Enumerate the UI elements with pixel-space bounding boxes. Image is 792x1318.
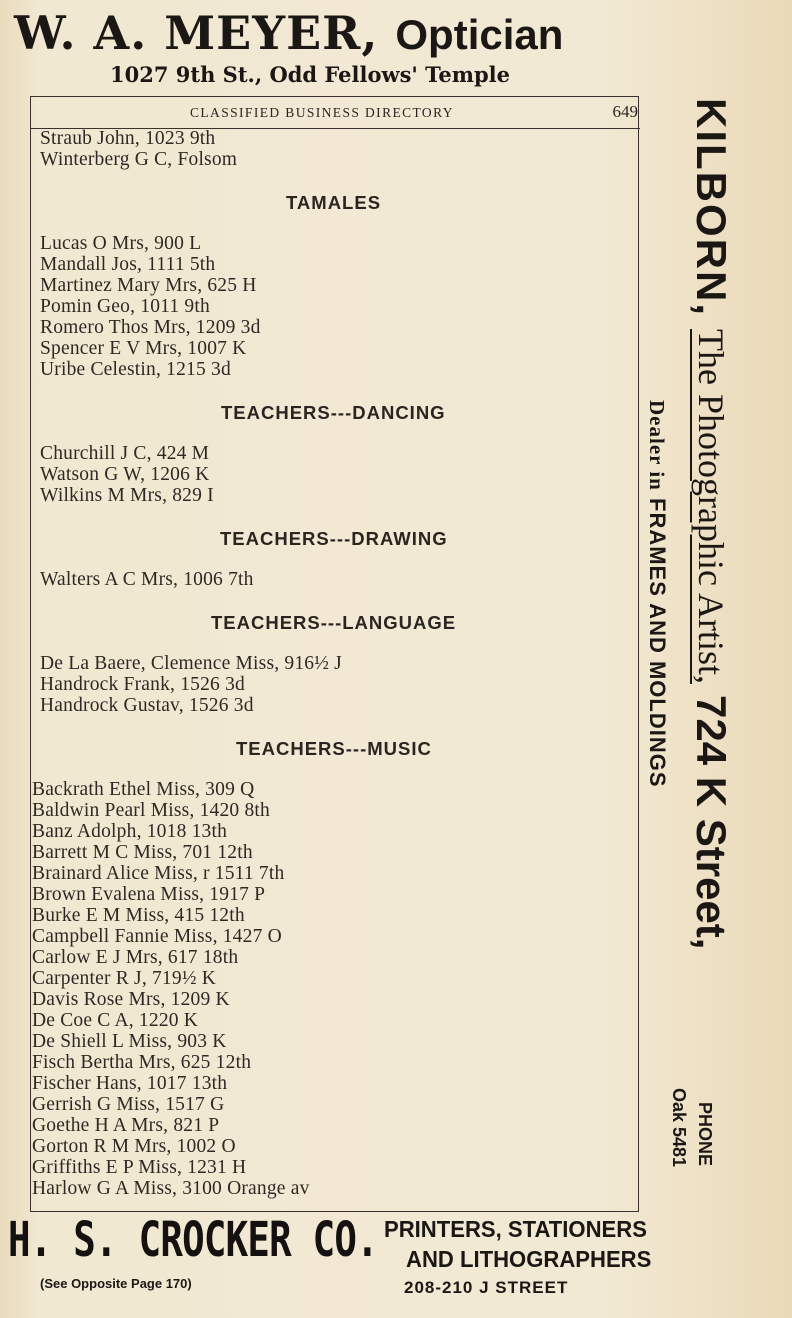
phone-label: PHONE: [695, 1102, 715, 1167]
kilborn-address: 724 K Street,: [688, 695, 735, 950]
directory-entry: Straub John, 1023 9th: [40, 128, 216, 149]
directory-entry: Gorton R M Mrs, 1002 O: [32, 1136, 236, 1157]
directory-entry: Brainard Alice Miss, r 1511 7th: [32, 863, 285, 884]
directory-entry: Fisch Bertha Mrs, 625 12th: [32, 1052, 252, 1073]
directory-entry: Handrock Frank, 1526 3d: [40, 674, 245, 695]
directory-entry: Barrett M C Miss, 701 12th: [32, 842, 253, 863]
directory-entry: Spencer E V Mrs, 1007 K: [40, 338, 247, 359]
directory-entry: Goethe H A Mrs, 821 P: [32, 1115, 220, 1136]
directory-entry: Wilkins M Mrs, 829 I: [40, 485, 214, 506]
bottom-ad-line1: PRINTERS, STATIONERS: [384, 1216, 647, 1242]
top-ad-name: [14, 6, 674, 60]
bottom-ad-address: 208-210 J STREET: [404, 1278, 569, 1297]
directory-entry: Watson G W, 1206 K: [40, 464, 210, 485]
directory-entry: Banz Adolph, 1018 13th: [32, 821, 228, 842]
directory-entry: Mandall Jos, 1111 5th: [40, 254, 216, 275]
directory-entry: Brown Evalena Miss, 1917 P: [32, 884, 266, 905]
directory-entry: Churchill J C, 424 M: [40, 443, 210, 464]
optician-name: W. A. MEYER,: [14, 6, 379, 60]
directory-entry: Campbell Fannie Miss, 1427 O: [32, 926, 282, 947]
phone-number: Oak 5481: [669, 1088, 689, 1168]
directory-entry: Handrock Gustav, 1526 3d: [40, 695, 254, 716]
directory-entry: Burke E M Miss, 415 12th: [32, 905, 245, 926]
directory-entry: Winterberg G C, Folsom: [40, 149, 238, 170]
section-heading: TEACHERS---MUSIC: [236, 738, 432, 759]
directory-entry: Carpenter R J, 719½ K: [32, 968, 217, 989]
section-heading: TAMALES: [286, 192, 382, 213]
directory-entry: Fischer Hans, 1017 13th: [32, 1073, 228, 1094]
directory-entry: Backrath Ethel Miss, 309 Q: [32, 779, 255, 800]
directory-entry: Carlow E J Mrs, 617 18th: [32, 947, 239, 968]
directory-entry: Uribe Celestin, 1215 3d: [40, 359, 231, 380]
top-ad-address: 1027 9th St., Odd Fellows' Temple: [110, 62, 510, 87]
dealer-goods: FRAMES AND MOLDINGS: [645, 497, 670, 788]
directory-entry: Romero Thos Mrs, 1209 3d: [40, 317, 261, 338]
section-heading: TEACHERS---DRAWING: [220, 528, 448, 549]
dealer-prefix: Dealer in: [645, 400, 669, 491]
side-ad-kilborn: [689, 98, 733, 950]
directory-entry: Gerrish G Miss, 1517 G: [32, 1094, 225, 1115]
kilborn-name: KILBORN,: [688, 98, 735, 317]
optician-title: Optician: [395, 11, 564, 58]
kilborn-title: The Photographic Artist,: [691, 328, 731, 684]
bottom-ad-see-note: (See Opposite Page 170): [40, 1276, 192, 1291]
side-ad-dealer: [644, 400, 670, 788]
page-number: 649: [612, 102, 638, 121]
bottom-ad-line2: AND LITHOGRAPHERS: [406, 1246, 652, 1272]
directory-entry: Baldwin Pearl Miss, 1420 8th: [32, 800, 270, 821]
directory-entry: Davis Rose Mrs, 1209 K: [32, 989, 230, 1010]
directory-entry: Harlow G A Miss, 3100 Orange av: [32, 1178, 310, 1199]
directory-header: [30, 100, 640, 129]
directory-entry: Walters A C Mrs, 1006 7th: [40, 569, 254, 590]
directory-entry: Pomin Geo, 1011 9th: [40, 296, 210, 317]
bottom-ad-name: H. S. CROCKER CO.: [8, 1212, 378, 1268]
directory-title: CLASSIFIED BUSINESS DIRECTORY: [190, 105, 454, 120]
directory-entry: De La Baere, Clemence Miss, 916½ J: [40, 653, 342, 674]
directory-entry: Martinez Mary Mrs, 625 H: [40, 275, 257, 296]
directory-entry: Lucas O Mrs, 900 L: [40, 233, 202, 254]
section-heading: TEACHERS---LANGUAGE: [211, 612, 457, 633]
directory-entry: De Shiell L Miss, 903 K: [32, 1031, 227, 1052]
directory-entry: Griffiths E P Miss, 1231 H: [32, 1157, 247, 1178]
directory-entry: De Coe C A, 1220 K: [32, 1010, 199, 1031]
section-heading: TEACHERS---DANCING: [221, 402, 446, 423]
